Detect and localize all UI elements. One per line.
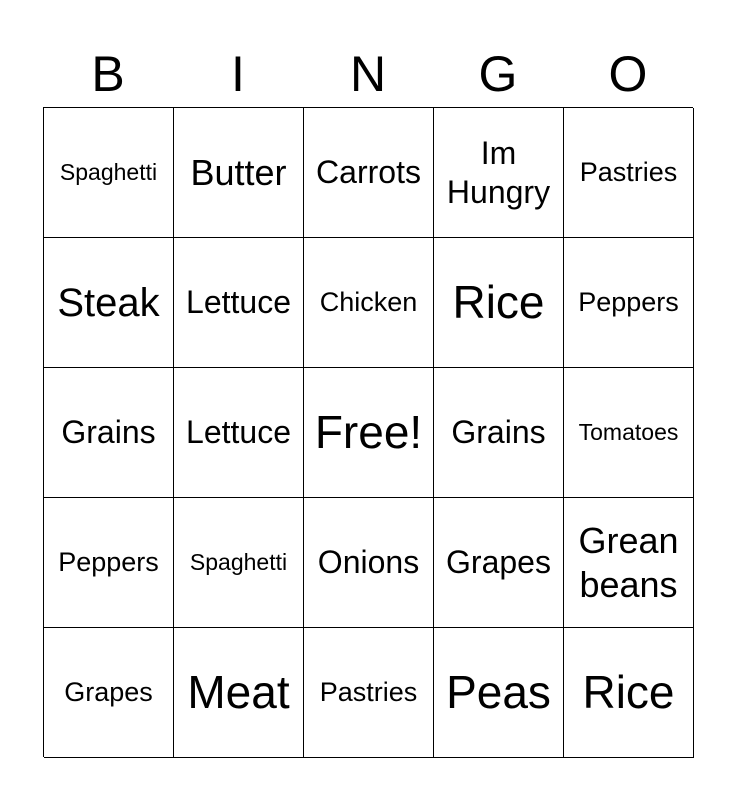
cell-label: Rice (582, 665, 675, 718)
cell-label: Grains (451, 414, 546, 451)
bingo-cell-free[interactable] (304, 368, 434, 498)
header-letter-i: I (231, 46, 245, 102)
cell-label: Chicken (319, 287, 418, 318)
header-letter-b: B (91, 46, 125, 102)
cell-label: Lettuce (186, 414, 291, 451)
bingo-cell[interactable] (44, 368, 174, 498)
cell-label: Grapes (446, 544, 551, 581)
bingo-header (43, 42, 693, 106)
bingo-cell[interactable] (304, 238, 434, 368)
bingo-cell[interactable] (174, 238, 304, 368)
bingo-cell[interactable] (564, 628, 694, 758)
bingo-board (43, 107, 693, 757)
cell-label: Grean beans (578, 520, 679, 605)
bingo-cell[interactable] (44, 498, 174, 628)
cell-label: Im Hungry (446, 135, 551, 210)
bingo-cell[interactable] (434, 498, 564, 628)
bingo-cell[interactable] (434, 628, 564, 758)
cell-label: Peppers (58, 547, 159, 578)
header-letter-n: N (349, 46, 387, 102)
bingo-cell[interactable] (434, 368, 564, 498)
bingo-cell[interactable] (174, 498, 304, 628)
bingo-cell[interactable] (564, 368, 694, 498)
bingo-cell[interactable] (174, 108, 304, 238)
cell-label: Grains (61, 414, 156, 451)
header-letter-o: O (608, 46, 648, 102)
bingo-cell[interactable] (304, 628, 434, 758)
cell-label: Steak (57, 280, 160, 325)
cell-label: Spaghetti (189, 548, 288, 575)
cell-label: Rice (452, 275, 545, 328)
cell-label: Spaghetti (59, 158, 158, 185)
cell-label: Lettuce (186, 284, 291, 321)
cell-label: Peppers (578, 287, 679, 318)
bingo-cell[interactable] (174, 628, 304, 758)
cell-label: Grapes (64, 677, 153, 708)
bingo-cell[interactable] (564, 498, 694, 628)
bingo-cell[interactable] (174, 368, 304, 498)
bingo-cell[interactable] (304, 108, 434, 238)
cell-label: Onions (317, 544, 420, 581)
bingo-cell[interactable] (434, 108, 564, 238)
cell-label: Pastries (319, 677, 418, 708)
cell-label: Tomatoes (578, 418, 679, 445)
bingo-cell[interactable] (44, 238, 174, 368)
cell-label: Butter (190, 151, 287, 193)
bingo-cell[interactable] (564, 108, 694, 238)
cell-label: Free! (314, 405, 423, 458)
bingo-cell[interactable] (564, 238, 694, 368)
cell-label: Pastries (579, 157, 678, 188)
cell-label: Carrots (316, 154, 421, 191)
bingo-cell[interactable] (44, 108, 174, 238)
bingo-cell[interactable] (434, 238, 564, 368)
cell-label: Meat (187, 665, 290, 718)
cell-label: Peas (446, 665, 551, 718)
bingo-cell[interactable] (304, 498, 434, 628)
bingo-cell[interactable] (44, 628, 174, 758)
header-letter-g: G (478, 46, 518, 102)
